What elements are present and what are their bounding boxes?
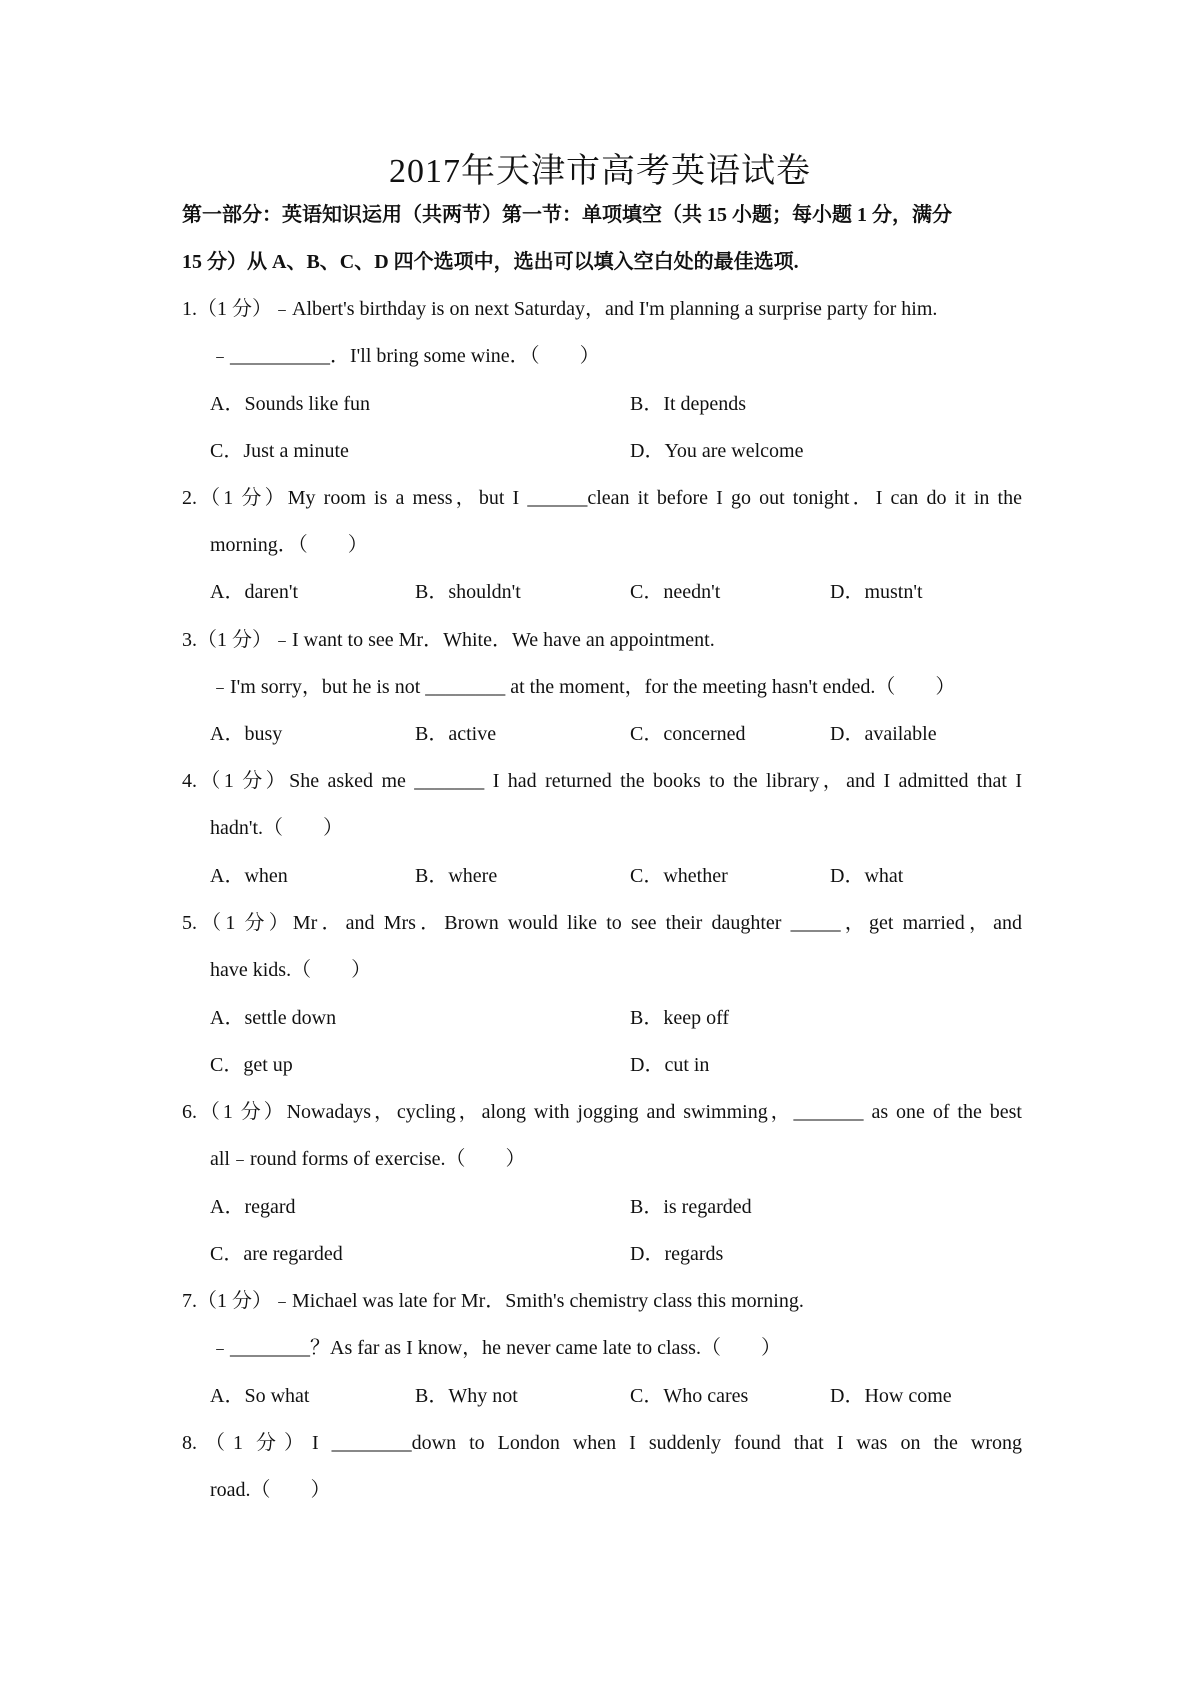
option-b[interactable]: B．active [415,723,497,745]
question-stem: 5.（1 分）Mr．and Mrs．Brown would like to see their daughter _____，get married，and [182,912,1022,934]
option-b[interactable]: B．is regarded [630,1196,752,1218]
option-d[interactable]: D．available [830,723,937,745]
option-a[interactable]: A．daren't [210,581,299,603]
option-a[interactable]: A．when [210,865,288,887]
option-a[interactable]: A．regard [210,1196,296,1218]
section-instructions-line-1: 第一部分：英语知识运用（共两节）第一节：单项填空（共 15 小题；每小题 1 分，满分 [182,204,952,226]
option-c[interactable]: C．Just a minute [210,440,349,462]
option-d[interactable]: D．cut in [630,1054,710,1076]
question-stem-continuation: ﹣________？As far as I know，he never came late to class.（ ） [210,1337,781,1359]
option-d[interactable]: D．what [830,865,904,887]
question-stem: 2.（1 分）My room is a mess，but I ______clean it before I go out tonight．I can do it in the [182,487,1022,509]
option-a[interactable]: A．settle down [210,1007,337,1029]
option-d[interactable]: D．mustn't [830,581,923,603]
question-stem: 7.（1 分）﹣Michael was late for Mr．Smith's chemistry class this morning. [182,1290,804,1312]
option-b[interactable]: B．It depends [630,393,747,415]
page-title: 2017年天津市高考英语试卷 [389,153,811,190]
option-b[interactable]: B．where [415,865,498,887]
question-stem-continuation: all﹣round forms of exercise.（ ） [210,1148,526,1170]
option-a[interactable]: A．So what [210,1385,310,1407]
option-c[interactable]: C．are regarded [210,1243,343,1265]
option-d[interactable]: D．regards [630,1243,724,1265]
option-a[interactable]: A．busy [210,723,283,745]
option-c[interactable]: C．Who cares [630,1385,749,1407]
option-c[interactable]: C．concerned [630,723,746,745]
section-instructions-line-2: 15 分）从 A、B、C、D 四个选项中，选出可以填入空白处的最佳选项. [182,251,799,273]
option-d[interactable]: D．How come [830,1385,952,1407]
question-stem: 8.（1 分）I ________down to London when I suddenly found that I was on the wrong [182,1432,1022,1454]
option-c[interactable]: C．get up [210,1054,293,1076]
question-stem: 4.（1 分）She asked me _______ I had returned the books to the library，and I admitted that I [182,770,1022,792]
option-b[interactable]: B．keep off [630,1007,730,1029]
question-stem-continuation: hadn't.（ ） [210,817,344,839]
option-c[interactable]: C．needn't [630,581,721,603]
question-stem-continuation: road.（ ） [210,1479,331,1501]
question-stem: 3.（1 分）﹣I want to see Mr．White．We have an appointment. [182,629,715,651]
option-b[interactable]: B．Why not [415,1385,518,1407]
question-stem-continuation: ﹣__________．I'll bring some wine．（ ） [210,345,600,367]
question-stem-continuation: have kids.（ ） [210,959,372,981]
question-stem: 1.（1 分）﹣Albert's birthday is on next Saturday，and I'm planning a surprise party for him. [182,298,938,320]
option-a[interactable]: A．Sounds like fun [210,393,370,415]
option-b[interactable]: B．shouldn't [415,581,521,603]
question-stem: 6.（1 分）Nowadays，cycling，along with jogging and swimming，_______ as one of the best [182,1101,1022,1123]
option-d[interactable]: D．You are welcome [630,440,804,462]
question-stem-continuation: morning．（ ） [210,534,368,556]
option-c[interactable]: C．whether [630,865,728,887]
question-stem-continuation: ﹣I'm sorry，but he is not ________ at the moment，for the meeting hasn't ended.（ ） [210,676,956,698]
